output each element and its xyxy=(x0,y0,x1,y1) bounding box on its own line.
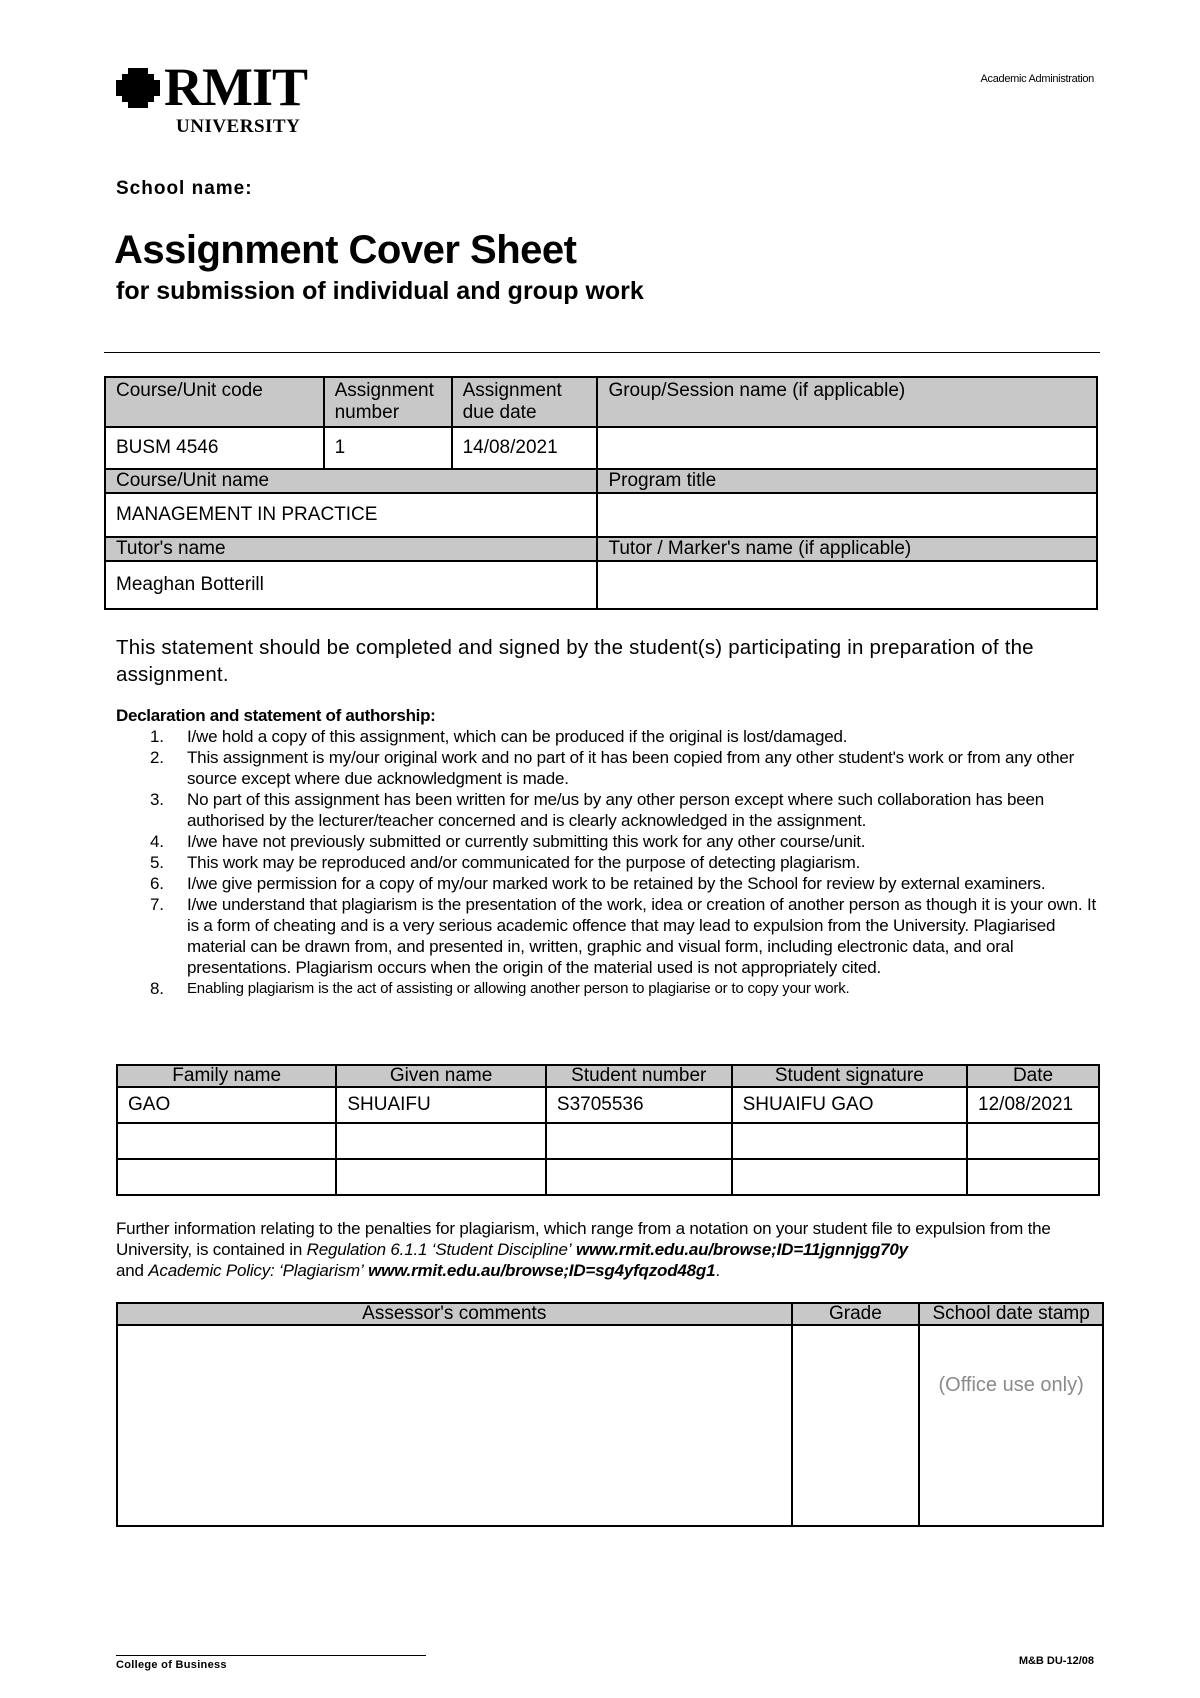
list-item: 4. I/we have not previously submitted or currently submitting this work for any other course/unit. xyxy=(150,832,866,851)
given-name-cell[interactable]: SHUAIFU xyxy=(336,1087,546,1123)
course-details-table xyxy=(104,376,1098,610)
table-row xyxy=(117,1123,1099,1159)
statement-text: This statement should be completed and signed by the student(s) participating in preparation of the assignment. xyxy=(116,636,1034,686)
student-signature-header: Student signature xyxy=(732,1065,967,1087)
logo-wordmark: RMIT xyxy=(164,57,307,117)
regulation-link[interactable]: www.rmit.edu.au/browse;ID=11jgnnjgg70y xyxy=(575,1240,908,1259)
family-name-cell[interactable] xyxy=(117,1123,336,1159)
given-name-cell[interactable] xyxy=(336,1159,546,1195)
rmit-pixel-icon xyxy=(114,64,162,112)
due-date-header: Assignment due date xyxy=(452,377,598,427)
rmit-logo xyxy=(114,57,334,144)
declaration-heading: Declaration and statement of authorship: xyxy=(116,706,436,725)
declaration-list xyxy=(116,726,1096,999)
policy-link[interactable]: www.rmit.edu.au/browse;ID=sg4yfqzod48g1 xyxy=(368,1261,716,1280)
table-row xyxy=(117,1087,1099,1123)
regulation-reference: Regulation 6.1.1 ‘Student Discipline’ xyxy=(306,1240,572,1259)
list-item: 6. I/we give permission for a copy of my/our marked work to be retained by the School for review by external examiners. xyxy=(150,874,1046,893)
student-signature-cell[interactable] xyxy=(732,1123,967,1159)
given-name-cell[interactable] xyxy=(336,1123,546,1159)
due-date-value[interactable]: 14/08/2021 xyxy=(452,427,598,469)
family-name-cell[interactable] xyxy=(117,1159,336,1195)
list-item: 2. This assignment is my/our original work and no part of it has been copied from any other student's work or from any other source except where due acknowledgment is made. xyxy=(150,748,1075,788)
course-code-header: Course/Unit code xyxy=(105,377,324,427)
student-number-cell[interactable]: S3705536 xyxy=(546,1087,732,1123)
list-item: 3. No part of this assignment has been written for me/us by any other person except where such collaboration has been authorised by the lecturer/teacher concerned and is clearly acknowledged in the assignment. xyxy=(150,790,1044,830)
student-signature-cell[interactable]: SHUAIFU GAO xyxy=(732,1087,967,1123)
assessor-table xyxy=(116,1302,1104,1527)
college-label: College of Business xyxy=(116,1659,227,1671)
tutor-name-header: Tutor's name xyxy=(105,537,597,561)
group-name-value[interactable] xyxy=(597,427,1097,469)
list-item: 7. I/we understand that plagiarism is the presentation of the work, idea or creation of another person as though it is your own. It is a form of cheating and is a very serious academic offence that may lead to expulsion from the University. Plagiarised material can be drawn from, and presented in, written, graphic and visual form, including electronic data, and oral presentations. Plagiarism occurs when the origin of the material used is not appropriately cited. xyxy=(150,895,1096,977)
assignment-number-value[interactable]: 1 xyxy=(324,427,452,469)
list-item: 1. I/we hold a copy of this assignment, which can be produced if the original is lost/damaged. xyxy=(150,727,848,746)
list-item: 5. This work may be reproduced and/or communicated for the purpose of detecting plagiarism. xyxy=(150,853,861,872)
family-name-cell[interactable]: GAO xyxy=(117,1087,336,1123)
assessor-comments-cell[interactable] xyxy=(117,1325,792,1526)
group-name-header: Group/Session name (if applicable) xyxy=(597,377,1097,427)
date-cell[interactable] xyxy=(967,1159,1099,1195)
header-divider xyxy=(104,352,1100,353)
school-name-label: School name: xyxy=(116,178,253,199)
footer-divider xyxy=(116,1655,426,1656)
given-name-header: Given name xyxy=(336,1065,546,1087)
student-signature-table xyxy=(116,1064,1100,1196)
page-subtitle: for submission of individual and group work xyxy=(116,277,644,305)
grade-cell[interactable] xyxy=(792,1325,920,1526)
assessor-comments-header: Assessor's comments xyxy=(117,1303,792,1325)
marker-name-header: Tutor / Marker's name (if applicable) xyxy=(597,537,1097,561)
date-cell[interactable]: 12/08/2021 xyxy=(967,1087,1099,1123)
course-name-value[interactable]: MANAGEMENT IN PRACTICE xyxy=(105,493,597,537)
form-code: M&B DU-12/08 xyxy=(1018,1655,1094,1667)
program-title-value[interactable] xyxy=(597,493,1097,537)
table-row xyxy=(117,1159,1099,1195)
family-name-header: Family name xyxy=(117,1065,336,1087)
student-number-cell[interactable] xyxy=(546,1159,732,1195)
date-stamp-header: School date stamp xyxy=(919,1303,1103,1325)
student-number-header: Student number xyxy=(546,1065,732,1087)
page-title: Assignment Cover Sheet xyxy=(114,228,577,272)
office-use-cell: (Office use only) xyxy=(919,1325,1103,1526)
course-name-header: Course/Unit name xyxy=(105,469,597,493)
marker-name-value[interactable] xyxy=(597,561,1097,609)
course-code-value[interactable]: BUSM 4546 xyxy=(105,427,324,469)
tutor-name-value[interactable]: Meaghan Botterill xyxy=(105,561,597,609)
admin-label: Academic Administration xyxy=(980,73,1094,85)
student-number-cell[interactable] xyxy=(546,1123,732,1159)
logo-subtitle: UNIVERSITY xyxy=(176,116,301,137)
plagiarism-info: Further information relating to the penalties for plagiarism, which range from a notation on your student file to expulsion from the University, is contained in Regulation 6.1.1 ‘Student Discipline’ www.rmit.edu.au/browse;ID=11jgnnjgg70y and Academic Policy: ‘Plagiarism’ www.rmit.edu.au/browse;ID=sg4yfqzod48g1. xyxy=(116,1219,1051,1280)
student-signature-cell[interactable] xyxy=(732,1159,967,1195)
list-item: 8. Enabling plagiarism is the act of assisting or allowing another person to plagiarise or to copy your work. xyxy=(150,979,850,998)
grade-header: Grade xyxy=(792,1303,920,1325)
date-header: Date xyxy=(967,1065,1099,1087)
assignment-number-header: Assignment number xyxy=(324,377,452,427)
policy-reference: Academic Policy: ‘Plagiarism’ xyxy=(148,1261,364,1280)
program-title-header: Program title xyxy=(597,469,1097,493)
date-cell[interactable] xyxy=(967,1123,1099,1159)
